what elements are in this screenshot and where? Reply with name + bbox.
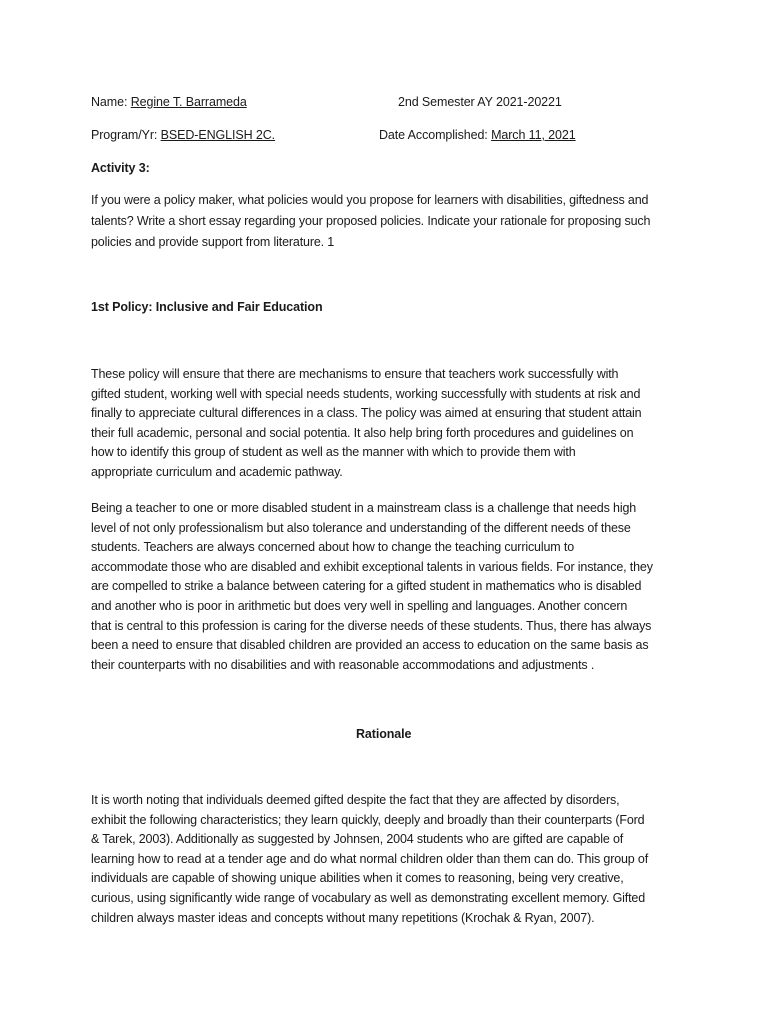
text-line: are compelled to strike a balance between catering for a gifted student in mathematics who is disabled — [91, 579, 642, 594]
rationale-paragraph — [91, 791, 671, 928]
text-line: and another who is poor in arithmetic but does very well in spelling and languages. Another concern — [91, 598, 628, 613]
text-line: that is central to this profession is caring for the diverse needs of these students. Thus, there has always — [91, 618, 652, 633]
name-label: Name: — [91, 95, 128, 109]
program-value: BSED-ENGLISH 2C. — [160, 128, 276, 142]
text-line: learning how to read at a tender age and do what normal children older than them can do. This group of — [91, 851, 649, 866]
date-value: March 11, 2021 — [491, 128, 576, 142]
text-line: These policy will ensure that there are mechanisms to ensure that teachers work successfully with — [91, 367, 619, 381]
text-line: their full academic, personal and social potentia. It also help bring forth procedures and guidelines on — [91, 425, 634, 440]
text-line: been a need to ensure that disabled children are provided an access to education on the same basis as — [91, 638, 649, 653]
text-line: Being a teacher to one or more disabled student in a mainstream class is a challenge that needs high — [91, 501, 637, 515]
date-label: Date Accomplished: — [379, 128, 488, 142]
text-line: curious, using significantly wide range of vocabulary as well as demonstrating excellent memory. Gifted — [91, 890, 646, 905]
name-value: Regine T. Barrameda — [130, 95, 247, 109]
text-line: gifted student, working well with special needs students, working successfully with students at risk and — [91, 386, 641, 401]
policy-paragraph-1 — [91, 365, 671, 483]
text-line: level of not only professionalism but also tolerance and understanding of the different needs of these — [91, 520, 631, 535]
date-row — [379, 125, 576, 145]
name-row — [91, 92, 247, 112]
prompt-line: policies and provide support from literature. 1 — [91, 235, 335, 249]
text-line: finally to appreciate cultural differences in a class. The policy was aimed at ensuring that student attain — [91, 406, 642, 421]
text-line: accommodate those who are disabled and exhibit exceptional talents in various fields. For instance, they — [91, 559, 653, 574]
program-label: Program/Yr: — [91, 128, 158, 142]
text-line: how to identify this group of student as well as the manner with which to provide them with — [91, 445, 576, 460]
policy-paragraph-2 — [91, 499, 671, 675]
prompt-line: talents? Write a short essay regarding your proposed policies. Indicate your rationale for proposing such — [91, 214, 651, 228]
text-line: children always master ideas and concepts without many repetitions (Krochak & Ryan, 2007). — [91, 910, 595, 925]
text-line: individuals are capable of showing unique abilities when it comes to reasoning, being very creative, — [91, 871, 624, 886]
program-row — [91, 125, 275, 145]
policy-heading: 1st Policy: Inclusive and Fair Education — [91, 300, 323, 314]
text-line: & Tarek, 2003). Additionally as suggested by Johnsen, 2004 students who are gifted are capable of — [91, 832, 624, 847]
text-line: exhibit the following characteristics; they learn quickly, deeply and broadly than their counterparts (Ford — [91, 812, 645, 827]
activity-title: Activity 3: — [91, 161, 150, 175]
text-line: students. Teachers are always concerned about how to change the teaching curriculum to — [91, 540, 574, 555]
rationale-heading: Rationale — [356, 727, 412, 741]
activity-prompt — [91, 190, 671, 253]
prompt-line: If you were a policy maker, what policies would you propose for learners with disabilities, giftedness and — [91, 193, 649, 207]
text-line: It is worth noting that individuals deemed gifted despite the fact that they are affected by disorders, — [91, 793, 620, 807]
semester-text: 2nd Semester AY 2021-20221 — [398, 95, 562, 109]
text-line: appropriate curriculum and academic pathway. — [91, 464, 343, 479]
text-line: their counterparts with no disabilities and with reasonable accommodations and adjustments . — [91, 657, 595, 672]
